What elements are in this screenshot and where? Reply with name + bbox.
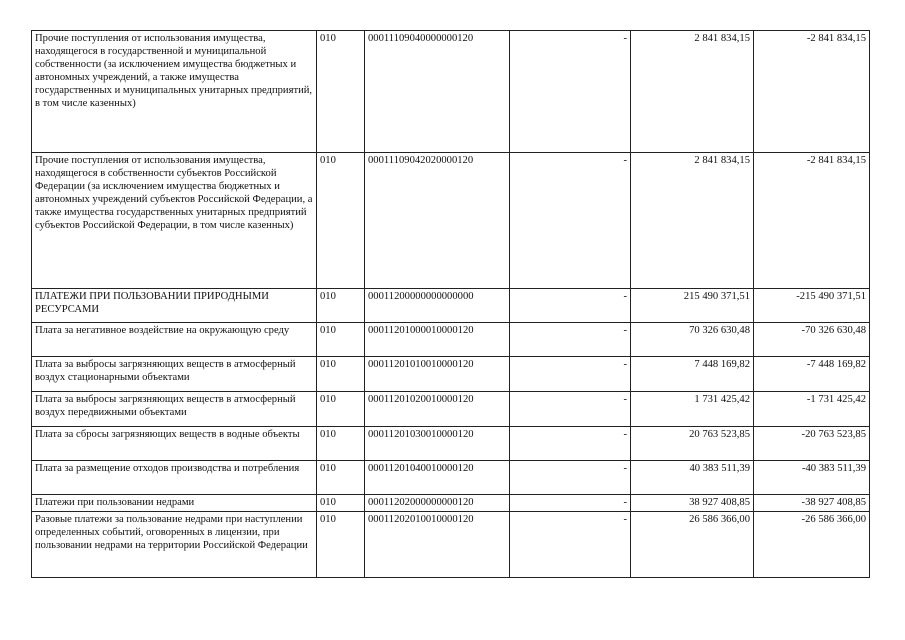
approved-amount-cell: - (510, 323, 631, 357)
income-name-cell: Платежи при пользовании недрами (32, 495, 317, 512)
income-name-cell: ПЛАТЕЖИ ПРИ ПОЛЬЗОВАНИИ ПРИРОДНЫМИ РЕСУРСАМИ (32, 289, 317, 323)
executed-amount-cell: 70 326 630,48 (631, 323, 754, 357)
executed-amount-cell: 2 841 834,15 (631, 153, 754, 289)
income-name-cell: Разовые платежи за пользование недрами при наступлении определенных событий, оговоренных в лицензии, при пользовании недрами на территории Российской Федерации (32, 512, 317, 578)
income-name-cell: Прочие поступления от использования имущества, находящегося в государственной и муниципальной собственности (за исключением имущества бюджетных и автономных учреждений, а также имущества государственных и муниципальных унитарных предприятий, в том числе казенных) (32, 31, 317, 153)
remaining-amount-cell: -215 490 371,51 (754, 289, 870, 323)
line-code-cell: 010 (317, 427, 365, 461)
approved-amount-cell: - (510, 289, 631, 323)
remaining-amount-cell: -20 763 523,85 (754, 427, 870, 461)
budget-code-cell: 00011200000000000000 (365, 289, 510, 323)
table-row (32, 512, 870, 578)
approved-amount-cell: - (510, 357, 631, 392)
income-name-cell: Плата за выбросы загрязняющих веществ в атмосферный воздух передвижными объектами (32, 392, 317, 427)
executed-amount-cell: 7 448 169,82 (631, 357, 754, 392)
remaining-amount-cell: -2 841 834,15 (754, 153, 870, 289)
table-row (32, 31, 870, 153)
table-row (32, 392, 870, 427)
approved-amount-cell: - (510, 427, 631, 461)
income-table (31, 30, 870, 578)
table-row (32, 323, 870, 357)
approved-amount-cell: - (510, 31, 631, 153)
table-row (32, 153, 870, 289)
line-code-cell: 010 (317, 31, 365, 153)
executed-amount-cell: 215 490 371,51 (631, 289, 754, 323)
executed-amount-cell: 20 763 523,85 (631, 427, 754, 461)
executed-amount-cell: 26 586 366,00 (631, 512, 754, 578)
line-code-cell: 010 (317, 289, 365, 323)
executed-amount-cell: 40 383 511,39 (631, 461, 754, 495)
executed-amount-cell: 2 841 834,15 (631, 31, 754, 153)
executed-amount-cell: 1 731 425,42 (631, 392, 754, 427)
line-code-cell: 010 (317, 461, 365, 495)
budget-code-cell: 00011201020010000120 (365, 392, 510, 427)
remaining-amount-cell: -26 586 366,00 (754, 512, 870, 578)
line-code-cell: 010 (317, 323, 365, 357)
executed-amount-cell: 38 927 408,85 (631, 495, 754, 512)
table-row (32, 427, 870, 461)
approved-amount-cell: - (510, 495, 631, 512)
table-row (32, 289, 870, 323)
table-row (32, 357, 870, 392)
line-code-cell: 010 (317, 153, 365, 289)
approved-amount-cell: - (510, 461, 631, 495)
remaining-amount-cell: -2 841 834,15 (754, 31, 870, 153)
budget-code-cell: 00011202000000000120 (365, 495, 510, 512)
budget-code-cell: 00011201000010000120 (365, 323, 510, 357)
income-name-cell: Плата за негативное воздействие на окружающую среду (32, 323, 317, 357)
remaining-amount-cell: -1 731 425,42 (754, 392, 870, 427)
budget-code-cell: 00011201040010000120 (365, 461, 510, 495)
remaining-amount-cell: -40 383 511,39 (754, 461, 870, 495)
income-name-cell: Плата за выбросы загрязняющих веществ в атмосферный воздух стационарными объектами (32, 357, 317, 392)
budget-code-cell: 00011201030010000120 (365, 427, 510, 461)
budget-code-cell: 00011109042020000120 (365, 153, 510, 289)
budget-code-cell: 00011109040000000120 (365, 31, 510, 153)
remaining-amount-cell: -38 927 408,85 (754, 495, 870, 512)
budget-code-cell: 00011201010010000120 (365, 357, 510, 392)
line-code-cell: 010 (317, 392, 365, 427)
budget-code-cell: 00011202010010000120 (365, 512, 510, 578)
remaining-amount-cell: -7 448 169,82 (754, 357, 870, 392)
approved-amount-cell: - (510, 512, 631, 578)
approved-amount-cell: - (510, 153, 631, 289)
line-code-cell: 010 (317, 495, 365, 512)
table-row (32, 495, 870, 512)
income-name-cell: Плата за размещение отходов производства и потребления (32, 461, 317, 495)
income-name-cell: Плата за сбросы загрязняющих веществ в водные объекты (32, 427, 317, 461)
line-code-cell: 010 (317, 357, 365, 392)
approved-amount-cell: - (510, 392, 631, 427)
table-row (32, 461, 870, 495)
line-code-cell: 010 (317, 512, 365, 578)
income-name-cell: Прочие поступления от использования имущества, находящегося в собственности субъектов Российской Федерации (за исключением имущества бюджетных и автономных учреждений субъектов Российской Федерации, а также имущества государственных унитарных предприятий субъектов Российской Федерации, в том числе казенных) (32, 153, 317, 289)
remaining-amount-cell: -70 326 630,48 (754, 323, 870, 357)
